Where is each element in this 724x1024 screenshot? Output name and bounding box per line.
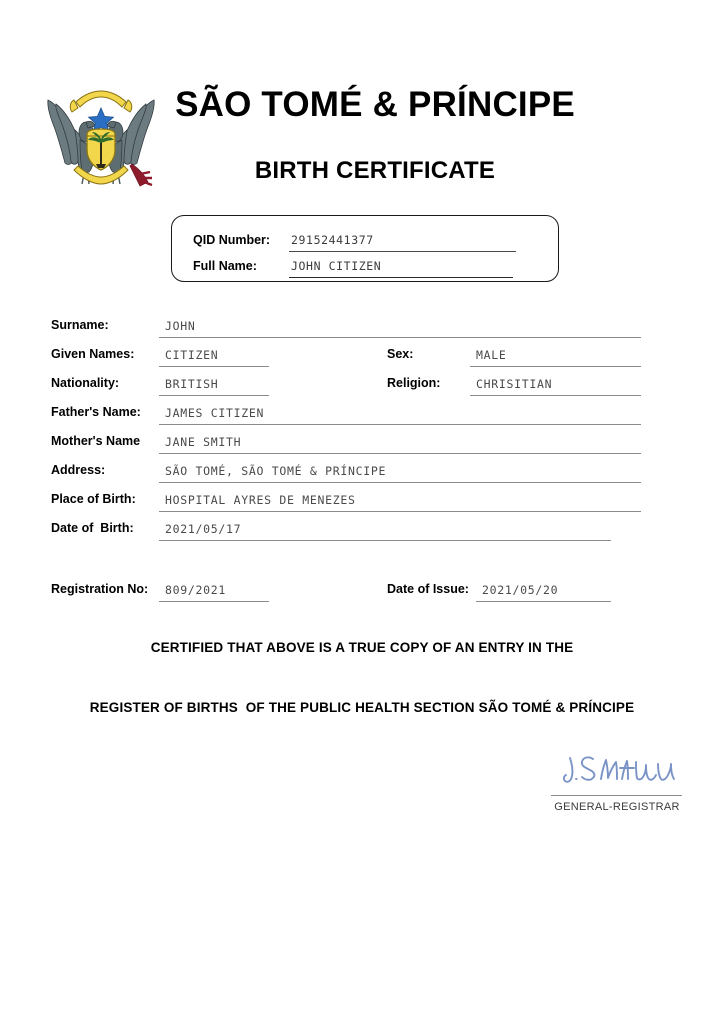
place-of-birth-value: HOSPITAL AYRES DE MENEZES	[165, 493, 356, 507]
field-sex	[387, 346, 641, 370]
religion-value: CHRISITIAN	[476, 377, 553, 391]
nationality-value: BRITISH	[165, 377, 219, 391]
registration-no-label: Registration No:	[51, 582, 149, 596]
surname-label: Surname:	[51, 318, 109, 332]
fathers-name-label: Father's Name:	[51, 405, 141, 419]
field-date-of-birth	[51, 520, 611, 544]
field-nationality	[51, 375, 271, 399]
date-of-birth-value: 2021/05/17	[165, 522, 242, 536]
full-name-value: JOHN CITIZEN	[291, 259, 382, 273]
mothers-name-value: JANE SMITH	[165, 435, 242, 449]
address-value: SÃO TOMÉ, SÃO TOMÉ & PRÍNCIPE	[165, 464, 387, 478]
mothers-name-underline	[159, 453, 641, 454]
given-names-value: CITIZEN	[165, 348, 219, 362]
signature-underline	[551, 795, 682, 796]
identity-box	[171, 215, 559, 282]
fathers-name-underline	[159, 424, 641, 425]
date-of-issue-underline	[476, 601, 611, 602]
signature-caption: GENERAL-REGISTRAR	[554, 801, 680, 813]
given-names-label: Given Names:	[51, 347, 135, 361]
field-registration-no	[51, 581, 271, 605]
date-of-birth-label: Date of Birth:	[51, 521, 134, 535]
field-mothers-name	[51, 433, 641, 457]
registrar-signature-icon	[560, 748, 685, 793]
qid-number-label: QID Number:	[193, 233, 271, 247]
coat-of-arms-icon	[42, 78, 160, 193]
field-address	[51, 462, 641, 486]
sex-label: Sex:	[387, 347, 414, 361]
country-title: SÃO TOMÉ & PRÍNCIPE	[175, 85, 575, 124]
nationality-label: Nationality:	[51, 376, 120, 390]
field-surname	[51, 317, 641, 341]
field-place-of-birth	[51, 491, 641, 515]
given-names-underline	[159, 366, 269, 367]
registration-no-value: 809/2021	[165, 583, 226, 597]
religion-underline	[470, 395, 641, 396]
document-title: BIRTH CERTIFICATE	[254, 157, 496, 184]
place-of-birth-label: Place of Birth:	[51, 492, 136, 506]
mothers-name-label: Mother's Name	[51, 434, 141, 448]
qid-number-value: 29152441377	[291, 233, 374, 247]
sex-underline	[470, 366, 641, 367]
date-of-issue-label: Date of Issue:	[387, 582, 469, 596]
surname-value: JOHN	[165, 319, 196, 333]
registration-no-underline	[159, 601, 269, 602]
address-underline	[159, 482, 641, 483]
sex-value: MALE	[476, 348, 507, 362]
certification-line-1: CERTIFIED THAT ABOVE IS A TRUE COPY OF AN ENTRY IN THE	[150, 640, 574, 655]
fathers-name-value: JAMES CITIZEN	[165, 406, 265, 420]
surname-underline	[159, 337, 641, 338]
field-date-of-issue	[387, 581, 611, 605]
date-of-birth-underline	[159, 540, 611, 541]
date-of-issue-value: 2021/05/20	[482, 583, 559, 597]
nationality-underline	[159, 395, 269, 396]
field-religion	[387, 375, 641, 399]
certification-line-2: REGISTER OF BIRTHS OF THE PUBLIC HEALTH SECTION SÃO TOMÉ & PRÍNCIPE	[89, 700, 635, 715]
address-label: Address:	[51, 463, 106, 477]
full-name-label: Full Name:	[193, 259, 257, 273]
religion-label: Religion:	[387, 376, 441, 390]
qid-number-underline	[289, 251, 516, 252]
qid-number-row	[172, 231, 558, 256]
place-of-birth-underline	[159, 511, 641, 512]
field-given-names	[51, 346, 271, 370]
full-name-underline	[289, 277, 513, 278]
full-name-row	[172, 257, 558, 282]
field-fathers-name	[51, 404, 641, 428]
